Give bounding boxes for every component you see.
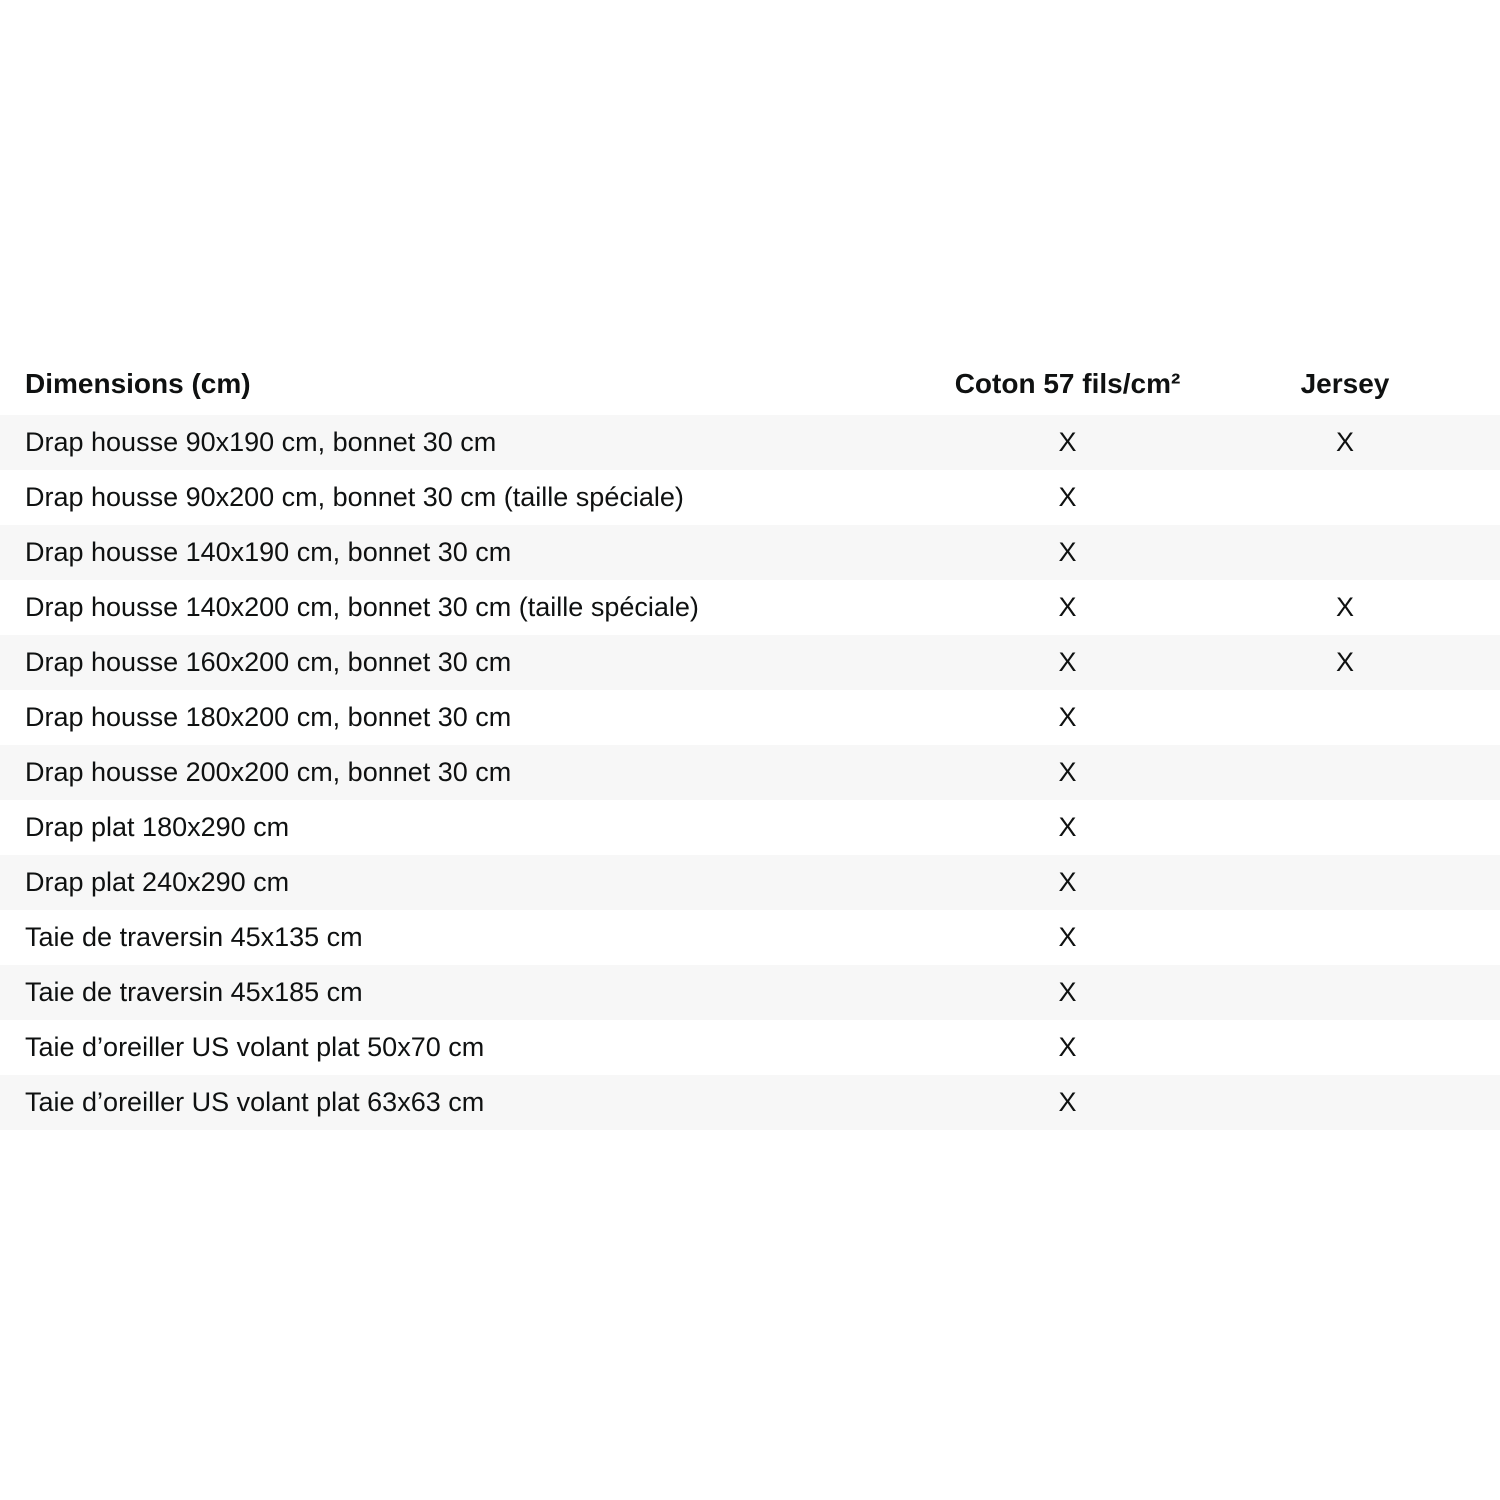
coton-mark: X <box>1058 647 1077 677</box>
table-row <box>0 525 1500 580</box>
table-row <box>0 745 1500 800</box>
row-label: Taie de traversin 45x185 cm <box>25 976 363 1007</box>
row-label: Drap housse 140x200 cm, bonnet 30 cm (taille spéciale) <box>25 591 699 622</box>
jersey-mark: X <box>1335 647 1354 677</box>
coton-mark: X <box>1058 702 1077 732</box>
coton-mark: X <box>1058 1087 1077 1117</box>
row-label: Taie d’oreiller US volant plat 63x63 cm <box>25 1086 485 1117</box>
table-row <box>0 855 1500 910</box>
table-row <box>0 965 1500 1020</box>
row-label: Drap housse 200x200 cm, bonnet 30 cm <box>25 756 512 787</box>
table-body <box>0 415 1500 1130</box>
coton-mark: X <box>1058 592 1077 622</box>
size-comparison-table <box>0 353 1500 1130</box>
row-label: Drap housse 90x200 cm, bonnet 30 cm (taille spéciale) <box>25 481 684 512</box>
row-label: Drap housse 140x190 cm, bonnet 30 cm <box>25 536 512 567</box>
jersey-mark: X <box>1335 427 1354 457</box>
coton-mark: X <box>1058 427 1077 457</box>
coton-mark: X <box>1058 482 1077 512</box>
coton-mark: X <box>1058 977 1077 1007</box>
table-row <box>0 910 1500 965</box>
table-row <box>0 1020 1500 1075</box>
row-label: Taie d’oreiller US volant plat 50x70 cm <box>25 1031 485 1062</box>
row-label: Taie de traversin 45x135 cm <box>25 921 363 952</box>
row-label: Drap housse 90x190 cm, bonnet 30 cm <box>25 426 497 457</box>
coton-mark: X <box>1058 1032 1077 1062</box>
row-label: Drap housse 180x200 cm, bonnet 30 cm <box>25 701 512 732</box>
table-row <box>0 470 1500 525</box>
coton-mark: X <box>1058 867 1077 897</box>
table-header-row <box>0 353 1500 415</box>
row-label: Drap plat 240x290 cm <box>25 866 290 897</box>
coton-mark: X <box>1058 922 1077 952</box>
table-row <box>0 415 1500 470</box>
column-header-jersey: Jersey <box>1300 368 1390 399</box>
coton-mark: X <box>1058 757 1077 787</box>
coton-mark: X <box>1058 812 1077 842</box>
coton-mark: X <box>1058 537 1077 567</box>
table-row <box>0 1075 1500 1130</box>
row-label: Drap plat 180x290 cm <box>25 811 290 842</box>
table-row <box>0 580 1500 635</box>
column-header-coton: Coton 57 fils/cm² <box>954 368 1181 399</box>
table-row <box>0 800 1500 855</box>
column-header-dimensions: Dimensions (cm) <box>25 367 251 399</box>
row-label: Drap housse 160x200 cm, bonnet 30 cm <box>25 646 512 677</box>
jersey-mark: X <box>1335 592 1354 622</box>
table-row <box>0 635 1500 690</box>
table-row <box>0 690 1500 745</box>
